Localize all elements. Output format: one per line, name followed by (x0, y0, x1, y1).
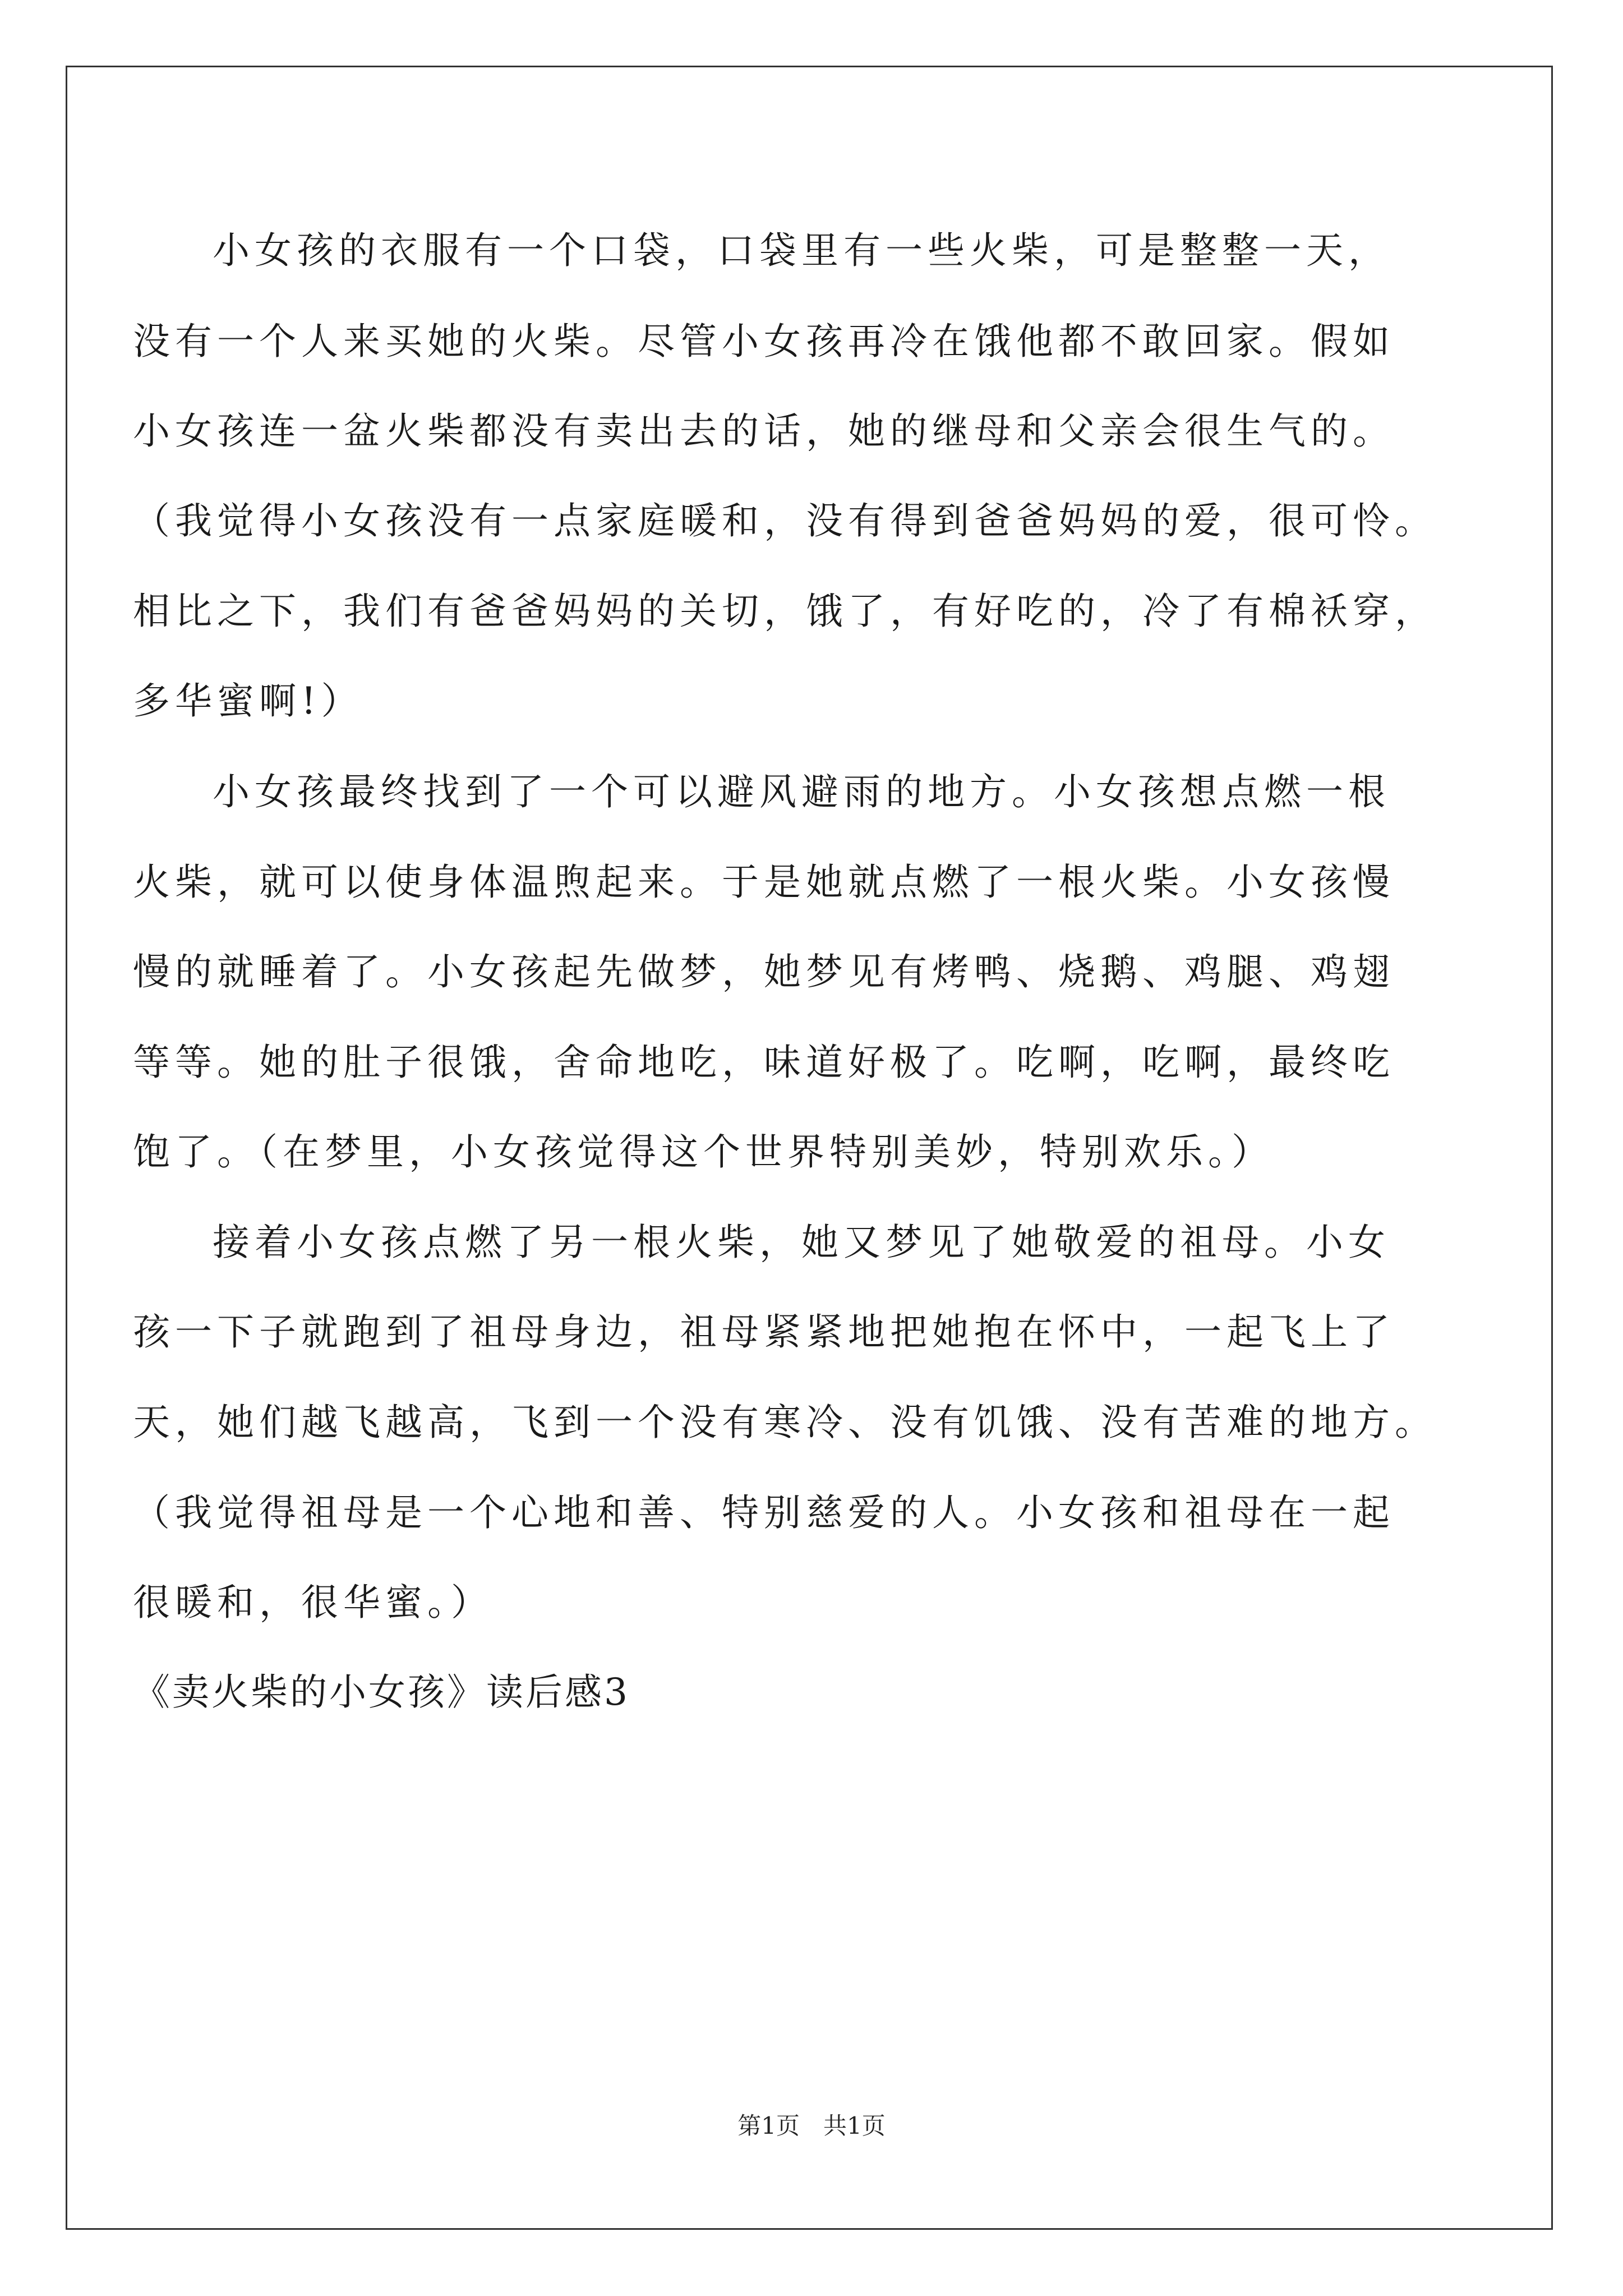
paragraph-2-line-5: 饱了。（在梦里，小女孩觉得这个世界特别美妙，特别欢乐。） (133, 1130, 1274, 1174)
paragraph-1-line-5: 相比之下，我们有爸爸妈妈的关切，饿了，有好吃的，冷了有棉袄穿， (133, 590, 1437, 633)
paragraph-1-line-1: 小女孩的衣服有一个口袋，口袋里有一些火柴，可是整整一天， (213, 229, 1390, 272)
document-body (133, 0, 1490, 2188)
paragraph-2-line-1: 小女孩最终找到了一个可以避风避雨的地方。小女孩想点燃一根 (213, 770, 1390, 813)
paragraph-3-line-2: 孩一下子就跑到了祖母身边，祖母紧紧地把她抱在怀中，一起飞上了 (133, 1310, 1395, 1354)
page-number: 第1页 共1页 (737, 2112, 886, 2139)
paragraph-2-line-4: 等等。她的肚子很饿，舍命地吃，味道好极了。吃啊，吃啊，最终吃 (133, 1041, 1395, 1084)
paragraph-1-line-3: 小女孩连一盆火柴都没有卖出去的话，她的继母和父亲会很生气的。 (133, 409, 1395, 453)
paragraph-3-line-4: （我觉得祖母是一个心地和善、特别慈爱的人。小女孩和祖母在一起 (133, 1491, 1395, 1534)
paragraph-1-line-4: （我觉得小女孩没有一点家庭暖和，没有得到爸爸妈妈的爱，很可怜。 (133, 499, 1437, 542)
paragraph-3-line-3: 天，她们越飞越高，飞到一个没有寒冷、没有饥饿、没有苦难的地方。 (133, 1401, 1437, 1444)
section-heading: 《卖火柴的小女孩》读后感3 (133, 1671, 630, 1714)
paragraph-2-line-3: 慢的就睡着了。小女孩起先做梦，她梦见有烤鸭、烧鹅、鸡腿、鸡翅 (133, 950, 1395, 993)
paragraph-1-line-2: 没有一个人来买她的火柴。尽管小女孩再冷在饿他都不敢回家。假如 (133, 320, 1395, 363)
paragraph-3-line-5: 很暖和，很华蜜。） (133, 1581, 493, 1624)
paragraph-1-line-6: 多华蜜啊!） (133, 679, 363, 723)
paragraph-3-line-1: 接着小女孩点燃了另一根火柴，她又梦见了她敬爱的祖母。小女 (213, 1221, 1390, 1264)
paragraph-2-line-2: 火柴，就可以使身体温煦起来。于是她就点燃了一根火柴。小女孩慢 (133, 861, 1395, 904)
